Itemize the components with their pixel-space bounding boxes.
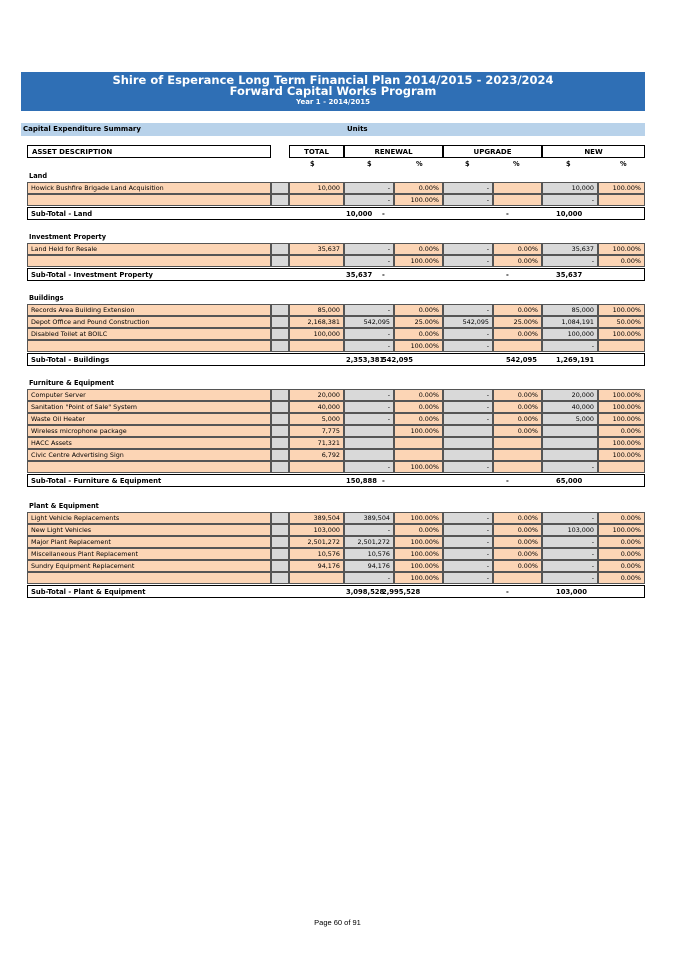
new-cell[interactable]: 35,637	[542, 243, 598, 255]
total-cell[interactable]: 71,321	[289, 437, 344, 449]
total-cell[interactable]: 40,000	[289, 401, 344, 413]
newp-cell[interactable]: 0.00%	[598, 425, 645, 437]
total-cell[interactable]: 10,576	[289, 548, 344, 560]
upgp-cell[interactable]: 0.00%	[493, 389, 542, 401]
upgp-cell[interactable]: 0.00%	[493, 304, 542, 316]
total-cell[interactable]: 103,000	[289, 524, 344, 536]
upgp-cell[interactable]	[493, 340, 542, 352]
new-cell[interactable]: -	[542, 194, 598, 206]
upgrade-header	[443, 145, 542, 158]
spacer-cell	[271, 255, 289, 267]
renp-cell[interactable]	[394, 437, 443, 449]
new-cell[interactable]	[542, 449, 598, 461]
total-cell[interactable]: 2,501,272	[289, 536, 344, 548]
total-cell[interactable]: 389,504	[289, 512, 344, 524]
spacer-cell	[271, 572, 289, 584]
newp-cell[interactable]: 0.00%	[598, 560, 645, 572]
spacer-cell	[271, 340, 289, 352]
renp-cell[interactable]: 100.00%	[394, 340, 443, 352]
newp-cell[interactable]: 100.00%	[598, 437, 645, 449]
newp-cell[interactable]: 0.00%	[598, 512, 645, 524]
new-cell[interactable]: -	[542, 512, 598, 524]
subtotal-label: Sub-Total - Buildings	[31, 356, 110, 364]
asset-description-cell[interactable]: HACC Assets	[27, 437, 271, 449]
upgp-cell[interactable]	[493, 194, 542, 206]
subtotal-new: 1,269,191	[556, 356, 595, 364]
newp-cell[interactable]: 100.00%	[598, 304, 645, 316]
renp-cell[interactable]: 0.00%	[394, 328, 443, 340]
spacer-cell	[271, 437, 289, 449]
upg-cell[interactable]: -	[443, 194, 493, 206]
renewal-header-label: RENEWAL	[374, 148, 413, 156]
new-cell[interactable]: -	[542, 461, 598, 473]
renp-cell[interactable]: 100.00%	[394, 512, 443, 524]
ren-cell[interactable]: -	[344, 304, 394, 316]
spacer-cell	[271, 401, 289, 413]
renp-cell[interactable]: 0.00%	[394, 243, 443, 255]
ren-cell[interactable]: -	[344, 461, 394, 473]
asset-header-label: ASSET DESCRIPTION	[32, 148, 113, 156]
asset-description-cell[interactable]: Disabled Toilet at BOILC	[27, 328, 271, 340]
spacer-cell	[271, 389, 289, 401]
total-cell[interactable]: 6,792	[289, 449, 344, 461]
asset-description-cell[interactable]: Sundry Equipment Replacement	[27, 560, 271, 572]
new-cell[interactable]	[542, 437, 598, 449]
newp-cell[interactable]: 0.00%	[598, 255, 645, 267]
subtotal-new: 103,000	[556, 588, 587, 596]
newp-cell[interactable]: 0.00%	[598, 548, 645, 560]
asset-description-cell[interactable]: Light Vehicle Replacements	[27, 512, 271, 524]
section-title: Furniture & Equipment	[29, 379, 115, 387]
upgrade-dollar-label: $	[465, 160, 470, 168]
newp-cell[interactable]: 0.00%	[598, 536, 645, 548]
asset-description-cell[interactable]: Waste Oil Heater	[27, 413, 271, 425]
subtotal-upgrade: -	[506, 588, 509, 596]
asset-description-cell[interactable]: New Light Vehicles	[27, 524, 271, 536]
subtotal-renewal: 542,095	[382, 356, 413, 364]
subtotal-renewal: -	[382, 477, 385, 485]
renp-cell[interactable]: 0.00%	[394, 401, 443, 413]
total-cell[interactable]: 20,000	[289, 389, 344, 401]
upgp-cell[interactable]: 0.00%	[493, 255, 542, 267]
ren-cell[interactable]	[344, 425, 394, 437]
total-cell[interactable]: 2,168,381	[289, 316, 344, 328]
section-title: Plant & Equipment	[29, 502, 99, 510]
new-cell[interactable]: -	[542, 560, 598, 572]
new-header	[542, 145, 645, 158]
new-cell[interactable]: 103,000	[542, 524, 598, 536]
summary-label: Capital Expenditure Summary	[23, 125, 141, 133]
asset-description-cell[interactable]: Land Held for Resale	[27, 243, 271, 255]
ren-cell[interactable]: 94,176	[344, 560, 394, 572]
ren-cell[interactable]: -	[344, 182, 394, 194]
renp-cell[interactable]: 0.00%	[394, 182, 443, 194]
new-cell[interactable]: 10,000	[542, 182, 598, 194]
subtotal-label: Sub-Total - Plant & Equipment	[31, 588, 146, 596]
upgp-cell[interactable]	[493, 461, 542, 473]
total-cell[interactable]: 5,000	[289, 413, 344, 425]
total-header	[289, 145, 344, 158]
spacer-cell	[271, 328, 289, 340]
renp-cell[interactable]: 100.00%	[394, 560, 443, 572]
subtotal-total: 150,888	[346, 477, 377, 485]
upg-cell[interactable]: 542,095	[443, 316, 493, 328]
upg-cell[interactable]: -	[443, 389, 493, 401]
newp-cell[interactable]: 100.00%	[598, 182, 645, 194]
new-cell[interactable]: 5,000	[542, 413, 598, 425]
subtotal-new: 65,000	[556, 477, 583, 485]
ren-cell[interactable]: -	[344, 401, 394, 413]
newp-cell[interactable]	[598, 194, 645, 206]
new-cell[interactable]: -	[542, 548, 598, 560]
ren-cell[interactable]: 2,501,272	[344, 536, 394, 548]
upg-cell[interactable]: -	[443, 340, 493, 352]
ren-cell[interactable]: -	[344, 243, 394, 255]
asset-description-cell[interactable]: Computer Server	[27, 389, 271, 401]
spacer-cell	[271, 413, 289, 425]
asset-description-cell[interactable]	[27, 255, 271, 267]
section-title: Investment Property	[29, 233, 106, 241]
new-header-label: NEW	[584, 148, 603, 156]
ren-cell[interactable]: 10,576	[344, 548, 394, 560]
subtotal-total: 35,637	[346, 271, 373, 279]
subtotal-row	[27, 268, 645, 281]
total-cell[interactable]	[289, 194, 344, 206]
upgp-cell[interactable]: 0.00%	[493, 560, 542, 572]
upgp-cell[interactable]: 0.00%	[493, 425, 542, 437]
asset-description-cell[interactable]: Howick Bushfire Brigade Land Acquisition	[27, 182, 271, 194]
section-title: Land	[29, 172, 48, 180]
total-cell[interactable]: 7,775	[289, 425, 344, 437]
upg-cell[interactable]: -	[443, 461, 493, 473]
ren-cell[interactable]: -	[344, 413, 394, 425]
subtotal-label: Sub-Total - Land	[31, 210, 93, 218]
spacer-cell	[271, 512, 289, 524]
asset-description-cell[interactable]: Sanitation "Point of Sale" System	[27, 401, 271, 413]
renp-cell[interactable]: 100.00%	[394, 425, 443, 437]
report-subtitle: Forward Capital Works Program	[229, 84, 437, 98]
renewal-pct-label: %	[416, 160, 423, 168]
upgp-cell[interactable]: 0.00%	[493, 536, 542, 548]
total-cell[interactable]	[289, 255, 344, 267]
renp-cell[interactable]: 100.00%	[394, 461, 443, 473]
new-cell[interactable]: 100,000	[542, 328, 598, 340]
units-label: Units	[347, 125, 368, 133]
spacer-cell	[271, 560, 289, 572]
ren-cell[interactable]: -	[344, 572, 394, 584]
subtotal-upgrade: -	[506, 477, 509, 485]
upgp-cell[interactable]	[493, 572, 542, 584]
spacer-cell	[271, 182, 289, 194]
renp-cell[interactable]: 100.00%	[394, 572, 443, 584]
newp-cell[interactable]: 50.00%	[598, 316, 645, 328]
newp-cell[interactable]: 100.00%	[598, 413, 645, 425]
report-year: Year 1 - 2014/2015	[296, 98, 370, 106]
total-cell[interactable]: 94,176	[289, 560, 344, 572]
upgp-cell[interactable]: 0.00%	[493, 328, 542, 340]
ren-cell[interactable]: -	[344, 524, 394, 536]
renp-cell[interactable]: 100.00%	[394, 194, 443, 206]
renp-cell[interactable]: 0.00%	[394, 304, 443, 316]
subtotal-row	[27, 207, 645, 220]
upgrade-pct-label: %	[513, 160, 520, 168]
asset-description-cell[interactable]	[27, 461, 271, 473]
spacer-cell	[271, 461, 289, 473]
new-cell[interactable]: -	[542, 255, 598, 267]
renp-cell[interactable]: 25.00%	[394, 316, 443, 328]
renp-cell[interactable]: 100.00%	[394, 548, 443, 560]
new-cell[interactable]: 1,084,191	[542, 316, 598, 328]
upg-cell[interactable]: -	[443, 243, 493, 255]
asset-description-cell[interactable]: Miscellaneous Plant Replacement	[27, 548, 271, 560]
spacer-cell	[271, 548, 289, 560]
subtotal-row	[27, 353, 645, 366]
spacer-cell	[271, 194, 289, 206]
spacer-cell	[271, 243, 289, 255]
asset-description-cell[interactable]: Civic Centre Advertising Sign	[27, 449, 271, 461]
spacer-cell	[271, 524, 289, 536]
newp-cell[interactable]: 100.00%	[598, 328, 645, 340]
ren-cell[interactable]: 542,095	[344, 316, 394, 328]
new-cell[interactable]	[542, 425, 598, 437]
newp-cell[interactable]: 100.00%	[598, 389, 645, 401]
upgp-cell[interactable]: 0.00%	[493, 401, 542, 413]
newp-cell[interactable]: 0.00%	[598, 572, 645, 584]
total-cell[interactable]: 100,000	[289, 328, 344, 340]
total-cell[interactable]: 35,637	[289, 243, 344, 255]
new-cell[interactable]: -	[542, 536, 598, 548]
upg-cell[interactable]: -	[443, 512, 493, 524]
new-pct-label: %	[620, 160, 627, 168]
new-cell[interactable]: 20,000	[542, 389, 598, 401]
subtotal-renewal: -	[382, 210, 385, 218]
upg-cell[interactable]: -	[443, 328, 493, 340]
renewal-header	[344, 145, 443, 158]
newp-cell[interactable]: 100.00%	[598, 243, 645, 255]
total-cell[interactable]	[289, 340, 344, 352]
subtotal-new: 35,637	[556, 271, 583, 279]
ren-cell[interactable]	[344, 449, 394, 461]
subtotal-new: 10,000	[556, 210, 583, 218]
renp-cell[interactable]: 0.00%	[394, 524, 443, 536]
asset-description-cell[interactable]	[27, 340, 271, 352]
renp-cell[interactable]: 100.00%	[394, 536, 443, 548]
report-title-banner	[21, 72, 645, 111]
summary-band	[21, 123, 645, 136]
new-cell[interactable]: 40,000	[542, 401, 598, 413]
upg-cell[interactable]	[443, 449, 493, 461]
upgp-cell[interactable]: 0.00%	[493, 524, 542, 536]
subtotal-upgrade: -	[506, 210, 509, 218]
subtotal-upgrade: -	[506, 271, 509, 279]
upgp-cell[interactable]	[493, 437, 542, 449]
total-dollar-label: $	[310, 160, 315, 168]
upg-cell[interactable]: -	[443, 524, 493, 536]
upgp-cell[interactable]: 25.00%	[493, 316, 542, 328]
upgp-cell[interactable]: 0.00%	[493, 512, 542, 524]
asset-description-cell[interactable]	[27, 194, 271, 206]
renp-cell[interactable]: 100.00%	[394, 255, 443, 267]
spacer-cell	[271, 449, 289, 461]
total-cell[interactable]: 10,000	[289, 182, 344, 194]
upg-cell[interactable]: -	[443, 536, 493, 548]
subtotal-label: Sub-Total - Furniture & Equipment	[31, 477, 162, 485]
spacer-cell	[271, 536, 289, 548]
subtotal-total: 3,098,528	[346, 588, 385, 596]
upg-cell[interactable]: -	[443, 304, 493, 316]
renp-cell[interactable]: 0.00%	[394, 413, 443, 425]
subtotal-total: 2,353,381	[346, 356, 385, 364]
upg-cell[interactable]	[443, 437, 493, 449]
subtotal-renewal: -	[382, 271, 385, 279]
new-cell[interactable]: 85,000	[542, 304, 598, 316]
renewal-dollar-label: $	[367, 160, 372, 168]
subtotal-row	[27, 474, 645, 487]
upg-cell[interactable]: -	[443, 182, 493, 194]
asset-description-cell[interactable]: Records Area Building Extension	[27, 304, 271, 316]
new-cell[interactable]: -	[542, 340, 598, 352]
newp-cell[interactable]: 100.00%	[598, 524, 645, 536]
subtotal-row	[27, 585, 645, 598]
newp-cell[interactable]	[598, 461, 645, 473]
subtotal-renewal: 2,995,528	[382, 588, 421, 596]
upg-cell[interactable]: -	[443, 548, 493, 560]
upgp-cell[interactable]	[493, 182, 542, 194]
upgp-cell[interactable]	[493, 449, 542, 461]
total-header-label: TOTAL	[304, 148, 329, 156]
upg-cell[interactable]: -	[443, 401, 493, 413]
asset-description-cell[interactable]: Wireless microphone package	[27, 425, 271, 437]
upgp-cell[interactable]: 0.00%	[493, 243, 542, 255]
report-title: Shire of Esperance Long Term Financial Plan 2014/2015 - 2023/2024	[112, 73, 554, 87]
asset-description-header	[27, 145, 271, 158]
ren-cell[interactable]: -	[344, 389, 394, 401]
total-cell[interactable]	[289, 572, 344, 584]
upg-cell[interactable]: -	[443, 255, 493, 267]
total-cell[interactable]	[289, 461, 344, 473]
asset-description-cell[interactable]: Major Plant Replacement	[27, 536, 271, 548]
spacer-cell	[271, 304, 289, 316]
total-cell[interactable]: 85,000	[289, 304, 344, 316]
spacer-cell	[271, 316, 289, 328]
newp-cell[interactable]	[598, 340, 645, 352]
new-cell[interactable]: -	[542, 572, 598, 584]
renp-cell[interactable]	[394, 449, 443, 461]
ren-cell[interactable]: -	[344, 340, 394, 352]
subtotal-total: 10,000	[346, 210, 373, 218]
upg-cell[interactable]: -	[443, 572, 493, 584]
upg-cell[interactable]: -	[443, 413, 493, 425]
asset-description-cell[interactable]: Depot Office and Pound Construction	[27, 316, 271, 328]
upgrade-header-label: UPGRADE	[473, 148, 512, 156]
upgp-cell[interactable]: 0.00%	[493, 548, 542, 560]
ren-cell[interactable]: -	[344, 328, 394, 340]
page-number: Page 60 of 91	[314, 918, 361, 927]
renp-cell[interactable]: 0.00%	[394, 389, 443, 401]
spacer-cell	[271, 425, 289, 437]
ren-cell[interactable]: -	[344, 255, 394, 267]
ren-cell[interactable]	[344, 437, 394, 449]
upg-cell[interactable]	[443, 425, 493, 437]
subtotal-label: Sub-Total - Investment Property	[31, 271, 153, 279]
newp-cell[interactable]: 100.00%	[598, 449, 645, 461]
asset-description-cell[interactable]	[27, 572, 271, 584]
upgp-cell[interactable]: 0.00%	[493, 413, 542, 425]
new-dollar-label: $	[566, 160, 571, 168]
newp-cell[interactable]: 100.00%	[598, 401, 645, 413]
section-title: Buildings	[29, 294, 64, 302]
ren-cell[interactable]: 389,504	[344, 512, 394, 524]
subtotal-upgrade: 542,095	[506, 356, 537, 364]
upg-cell[interactable]: -	[443, 560, 493, 572]
ren-cell[interactable]: -	[344, 194, 394, 206]
